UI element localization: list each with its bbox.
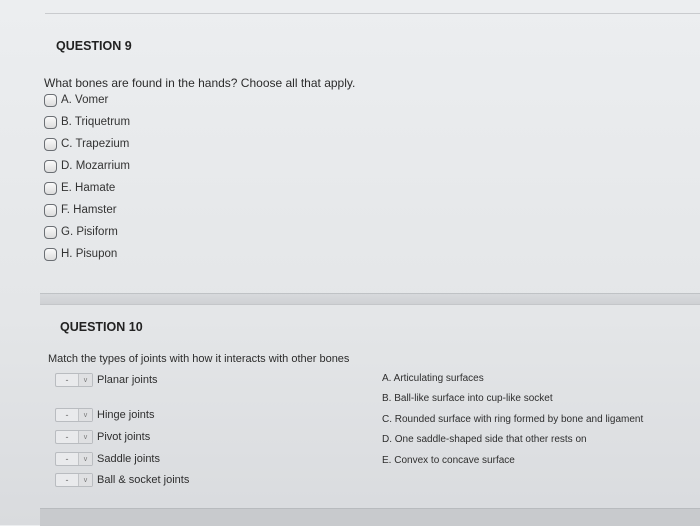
match-row-planar — [55, 371, 158, 389]
checkbox-icon[interactable] — [44, 138, 57, 151]
option-h[interactable] — [44, 245, 117, 263]
checkbox-icon[interactable] — [44, 248, 57, 261]
answer-option-d: D. One saddle-shaped side that other rests on — [382, 434, 587, 445]
question-9-prompt: What bones are found in the hands? Choose all that apply. — [44, 76, 356, 90]
answer-option-c: C. Rounded surface with ring formed by bone and ligament — [382, 414, 644, 425]
chevron-down-icon: v — [78, 374, 92, 386]
option-label: D. Mozarrium — [61, 160, 131, 172]
option-a[interactable] — [44, 91, 108, 109]
match-item-label: Pivot joints — [97, 431, 151, 443]
answer-select[interactable]: - v — [55, 408, 93, 422]
match-row-saddle — [55, 450, 160, 468]
answer-option-e: E. Convex to concave surface — [382, 455, 515, 466]
question-10-prompt: Match the types of joints with how it interacts with other bones — [48, 353, 350, 365]
match-row-pivot — [55, 428, 150, 446]
option-label: F. Hamster — [61, 204, 117, 216]
section-divider — [40, 293, 700, 305]
checkbox-icon[interactable] — [44, 160, 57, 173]
option-label: A. Vomer — [61, 94, 109, 106]
match-item-label: Ball & socket joints — [97, 474, 190, 486]
match-item-label: Saddle joints — [97, 453, 160, 465]
option-label: E. Hamate — [61, 182, 116, 194]
option-g[interactable] — [44, 223, 118, 241]
answer-select[interactable]: - v — [55, 473, 93, 487]
checkbox-icon[interactable] — [44, 182, 57, 195]
top-divider — [45, 13, 700, 14]
answer-select[interactable]: - v — [55, 430, 93, 444]
answer-select[interactable]: - v — [55, 373, 93, 387]
option-label: C. Trapezium — [61, 138, 130, 150]
option-c[interactable] — [44, 135, 129, 153]
match-item-label: Hinge joints — [97, 409, 155, 421]
match-row-hinge — [55, 406, 154, 424]
checkbox-icon[interactable] — [44, 116, 57, 129]
option-label: G. Pisiform — [61, 226, 118, 238]
checkbox-icon[interactable] — [44, 204, 57, 217]
option-label: B. Triquetrum — [61, 116, 131, 128]
answer-option-a: A. Articulating surfaces — [382, 373, 484, 384]
option-label: H. Pisupon — [61, 248, 118, 260]
chevron-down-icon: v — [78, 474, 92, 486]
question-9-title: QUESTION 9 — [56, 39, 132, 53]
chevron-down-icon: v — [78, 431, 92, 443]
option-e[interactable] — [44, 179, 115, 197]
option-d[interactable] — [44, 157, 130, 175]
bottom-divider — [40, 508, 700, 526]
match-item-label: Planar joints — [97, 374, 158, 386]
question-10-title: QUESTION 10 — [60, 320, 143, 334]
checkbox-icon[interactable] — [44, 94, 57, 107]
option-b[interactable] — [44, 113, 130, 131]
option-f[interactable] — [44, 201, 117, 219]
match-row-ball-socket — [55, 471, 189, 489]
chevron-down-icon: v — [78, 453, 92, 465]
checkbox-icon[interactable] — [44, 226, 57, 239]
answer-select[interactable]: - v — [55, 452, 93, 466]
answer-option-b: B. Ball-like surface into cup-like socket — [382, 393, 553, 404]
chevron-down-icon: v — [78, 409, 92, 421]
